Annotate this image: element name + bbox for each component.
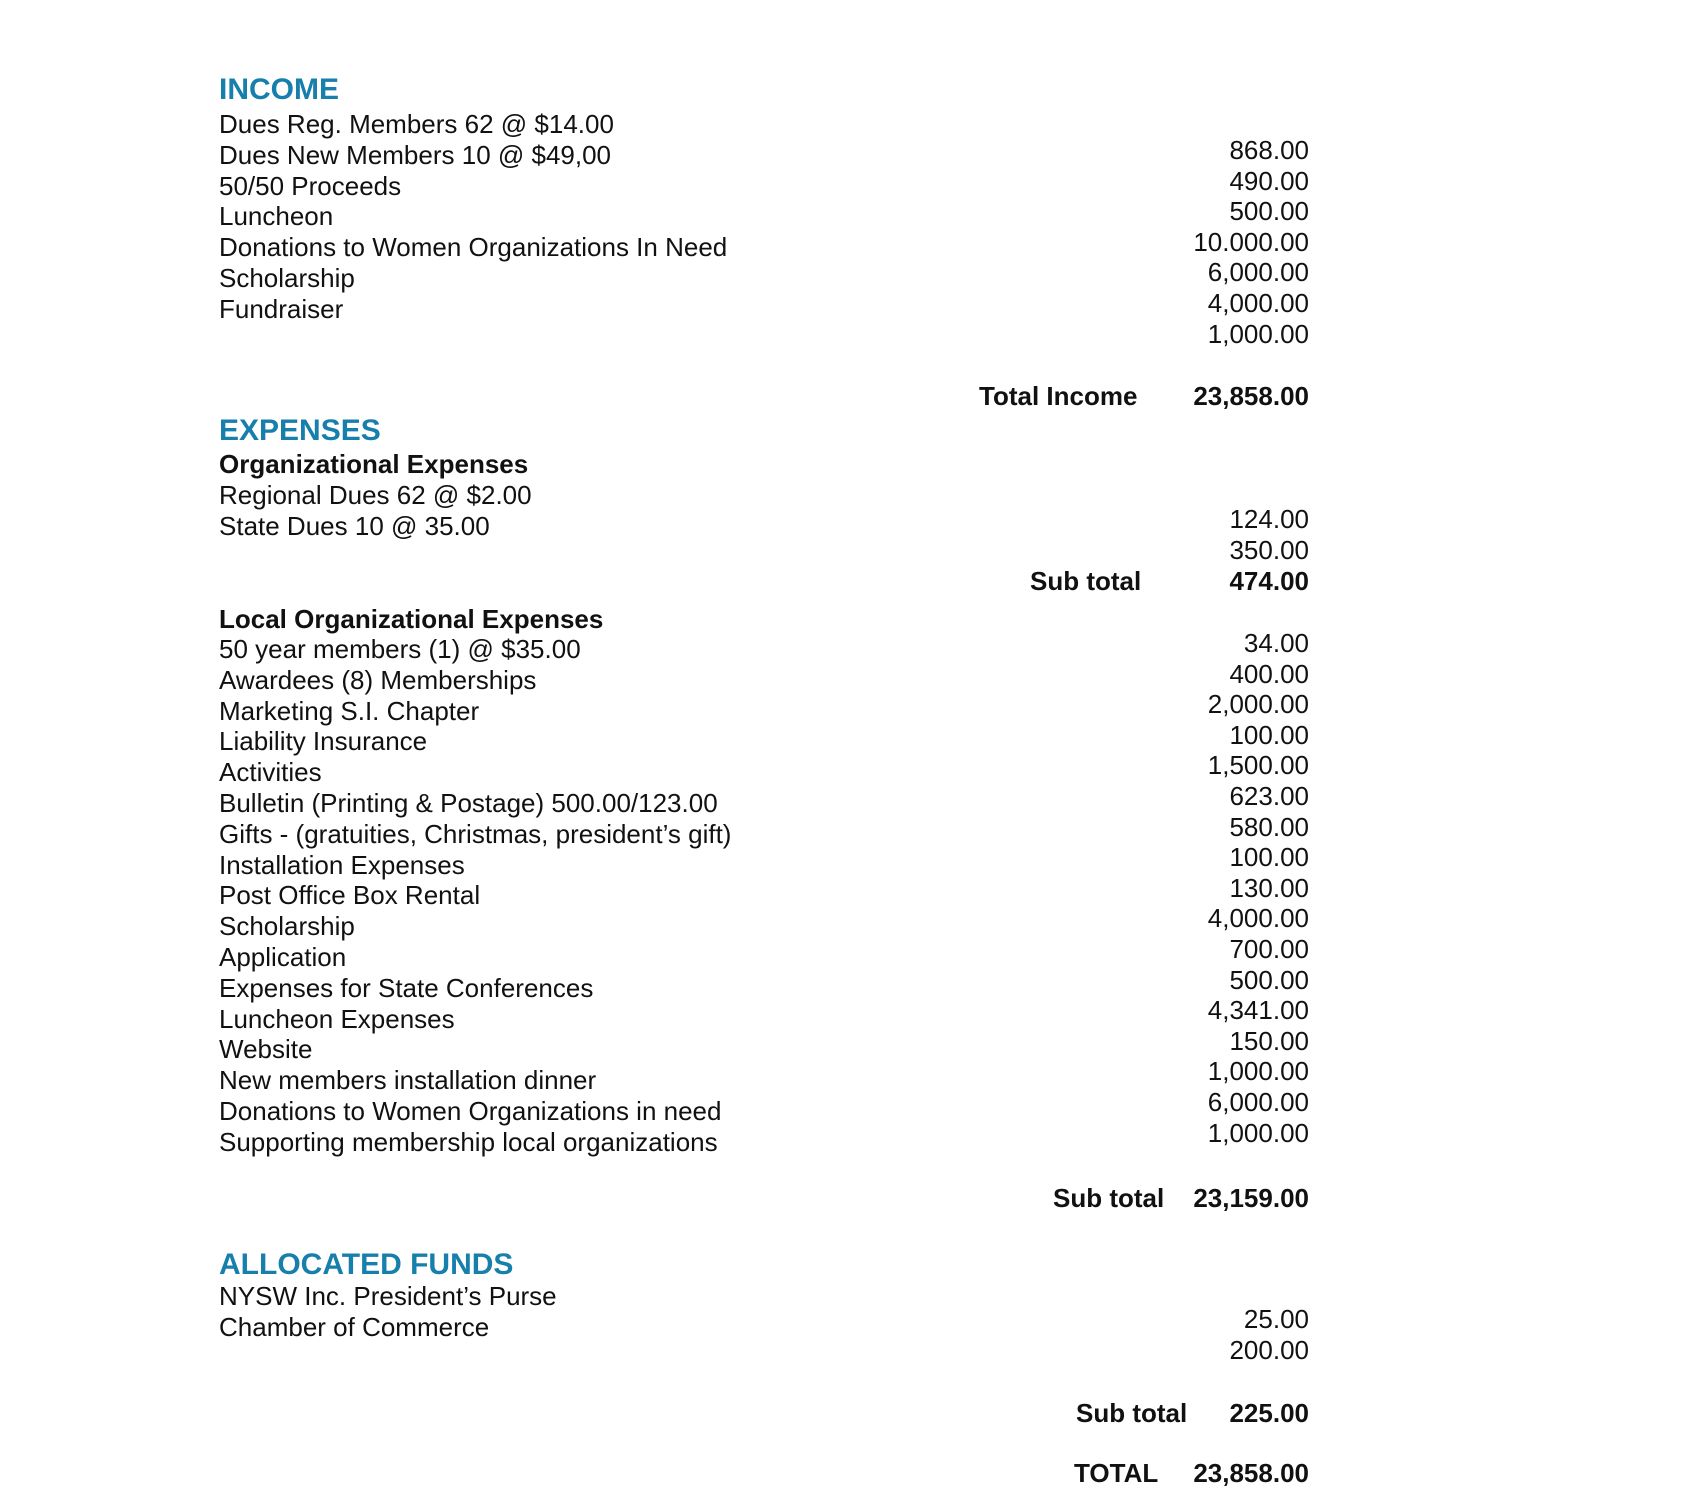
income-item: Luncheon [219, 201, 334, 232]
local-item: Luncheon Expenses [219, 1003, 455, 1034]
allocated-item: NYSW Inc. President’s Purse [219, 1281, 557, 1311]
organizational-amount: 124.00 [1229, 504, 1309, 534]
local-amount: 100.00 [1229, 842, 1309, 873]
local-amount: 500.00 [1229, 964, 1309, 995]
income-item: 50/50 Proceeds [219, 170, 402, 201]
local-subtotal-label: Sub total [1053, 1183, 1165, 1213]
organizational-amount: 350.00 [1229, 534, 1309, 565]
income-item: Dues Reg. Members 62 @ $14.00 [219, 109, 614, 139]
local-item: Bulletin (Printing & Postage) 500.00/123.00 [219, 787, 718, 818]
local-amount: 6,000.00 [1207, 1086, 1309, 1117]
local-item: Awardees (8) Memberships [219, 664, 537, 695]
local-item: Website [219, 1034, 313, 1065]
allocated-amount: 25.00 [1243, 1304, 1309, 1334]
organizational-item: Regional Dues 62 @ $2.00 [219, 480, 532, 510]
local-amount: 2,000.00 [1207, 689, 1309, 720]
total-income-label: Total Income [979, 381, 1138, 411]
local-amount: 1,000.00 [1207, 1056, 1309, 1087]
local-items [219, 634, 731, 1158]
local-item: Gifts - (gratuities, Christmas, president’s gift) [219, 818, 732, 849]
income-item: Donations to Women Organizations In Need [219, 232, 728, 263]
local-amount: 4,000.00 [1207, 903, 1309, 934]
local-subtotal-value: 23,159.00 [1193, 1183, 1309, 1213]
allocated-amount: 200.00 [1229, 1334, 1309, 1365]
local-amount: 623.00 [1229, 780, 1309, 811]
local-amount: 34.00 [1243, 628, 1309, 658]
income-items [219, 109, 727, 325]
local-amount: 700.00 [1229, 933, 1309, 964]
local-amount: 580.00 [1229, 811, 1309, 842]
income-item: Dues New Members 10 @ $49,00 [219, 139, 612, 170]
organizational-expenses-title: Organizational Expenses [219, 449, 529, 479]
local-amount: 150.00 [1229, 1025, 1309, 1056]
local-item: Application [219, 941, 347, 972]
grand-total-value: 23,858.00 [1193, 1458, 1309, 1488]
allocated-amounts [1229, 1304, 1309, 1365]
local-amount: 4,341.00 [1207, 995, 1309, 1026]
local-expenses-title: Local Organizational Expenses [219, 604, 604, 634]
local-amount: 1,500.00 [1207, 750, 1309, 781]
income-amounts [1193, 135, 1309, 349]
income-amount: 868.00 [1229, 135, 1309, 165]
income-amount: 4,000.00 [1207, 287, 1309, 318]
total-income-value: 23,858.00 [1193, 381, 1309, 411]
allocated-funds-heading: ALLOCATED FUNDS [219, 1248, 514, 1281]
organizational-amounts [1229, 504, 1309, 565]
allocated-items [219, 1281, 557, 1343]
local-item: Donations to Women Organizations in need [219, 1095, 722, 1126]
local-item: Marketing S.I. Chapter [219, 695, 480, 726]
income-amount: 10.000.00 [1193, 226, 1309, 257]
organizational-item: State Dues 10 @ 35.00 [219, 510, 490, 541]
income-item: Fundraiser [219, 293, 344, 324]
local-item: Scholarship [219, 911, 355, 942]
local-item: Activities [219, 757, 322, 788]
local-item: 50 year members (1) @ $35.00 [219, 634, 581, 664]
allocated-item: Chamber of Commerce [219, 1311, 490, 1342]
income-heading: INCOME [219, 73, 339, 106]
local-item: Liability Insurance [219, 726, 428, 757]
local-item: Installation Expenses [219, 849, 465, 880]
local-item: Expenses for State Conferences [219, 972, 594, 1003]
local-amount: 130.00 [1229, 872, 1309, 903]
local-item: Post Office Box Rental [219, 880, 481, 911]
organizational-subtotal-label: Sub total [1030, 566, 1142, 596]
organizational-items [219, 480, 532, 542]
income-amount: 490.00 [1229, 165, 1309, 196]
allocated-subtotal-value: 225.00 [1229, 1398, 1309, 1428]
income-amount: 1,000.00 [1207, 318, 1309, 349]
local-item: Supporting membership local organizations [219, 1126, 718, 1157]
organizational-subtotal-value: 474.00 [1229, 566, 1309, 596]
income-amount: 6,000.00 [1207, 257, 1309, 288]
grand-total-label: TOTAL [1074, 1458, 1159, 1488]
local-amounts [1208, 628, 1309, 1148]
local-amount: 1,000.00 [1207, 1117, 1309, 1148]
income-item: Scholarship [219, 262, 355, 293]
income-amount: 500.00 [1229, 196, 1309, 227]
local-item: New members installation dinner [219, 1065, 597, 1096]
expenses-heading: EXPENSES [219, 414, 381, 447]
local-amount: 400.00 [1229, 658, 1309, 689]
allocated-subtotal-label: Sub total [1076, 1398, 1188, 1428]
local-amount: 100.00 [1229, 719, 1309, 750]
